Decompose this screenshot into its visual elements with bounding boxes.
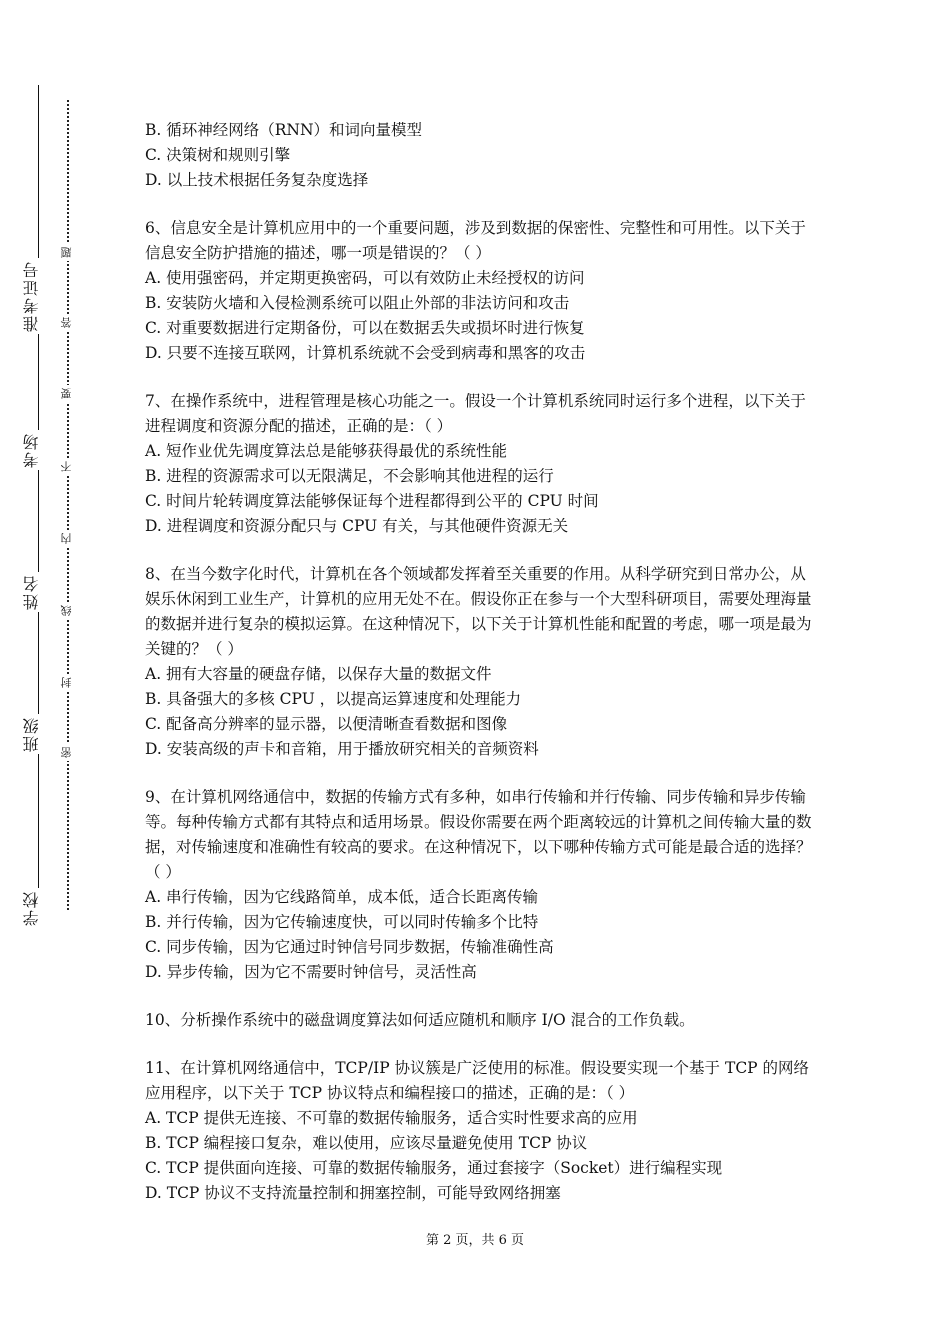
option: C. 同步传输，因为它通过时钟信号同步数据，传输准确性高 <box>145 938 554 956</box>
fill-in-line <box>38 85 39 925</box>
option: B. 具备强大的多核 CPU ，以提高运算速度和处理能力 <box>145 690 522 708</box>
binding-margin <box>0 0 110 1344</box>
seal-char: 内 <box>59 530 75 547</box>
option: C. 时间片轮转调度算法能够保证每个进程都得到公平的 CPU 时间 <box>145 492 599 510</box>
option: A. 使用强密码，并定期更换密码，可以有效防止未经授权的访问 <box>145 269 585 287</box>
seal-char: 要 <box>59 385 75 402</box>
option: C. TCP 提供面向连接、可靠的数据传输服务，通过套接字（Socket）进行编程实现 <box>145 1159 723 1177</box>
option: D. TCP 协议不支持流量控制和拥塞控制，可能导致网络拥塞 <box>145 1184 561 1202</box>
question-stem: 7、在操作系统中，进程管理是核心功能之一。假设一个计算机系统同时运行多个进程，以下关于进程调度和资源分配的描述，正确的是：（ ） <box>145 392 806 435</box>
question-7 <box>145 389 815 539</box>
exam-content <box>145 118 815 1229</box>
question-9 <box>145 785 815 985</box>
option: A. 拥有大容量的硬盘存储，以保存大量的数据文件 <box>145 665 492 683</box>
seal-char: 不 <box>59 458 75 475</box>
option: C. 决策树和规则引擎 <box>145 146 291 164</box>
option: A. 串行传输，因为它线路简单，成本低，适合长距离传输 <box>145 888 539 906</box>
school-label: 学校 <box>20 888 60 928</box>
option: B. TCP 编程接口复杂，难以使用，应该尽量避免使用 TCP 协议 <box>145 1134 588 1152</box>
option: C. 对重要数据进行定期备份，可以在数据丢失或损坏时进行恢复 <box>145 319 585 337</box>
question-stem: 8、在当今数字化时代，计算机在各个领域都发挥着至关重要的作用。从科学研究到日常办公，从娱乐休闲到工业生产，计算机的应用无处不在。假设你正在参与一个大型科研项目，需要处理海量的数据并进行复杂的模拟运算。在这种情况下，以下关于计算机性能和配置的考虑，哪一项是最为关键的？（ ） <box>145 565 812 658</box>
option: B. 进程的资源需求可以无限满足，不会影响其他进程的运行 <box>145 467 554 485</box>
option: D. 安装高级的声卡和音箱，用于播放研究相关的音频资料 <box>145 740 539 758</box>
option: A. 短作业优先调度算法总是能够获得最优的系统性能 <box>145 442 508 460</box>
option: B. 安装防火墙和入侵检测系统可以阻止外部的非法访问和攻击 <box>145 294 570 312</box>
page-number: 第 2 页，共 6 页 <box>425 1233 525 1248</box>
exam-id-label: 准考证号 <box>20 258 60 334</box>
question-11 <box>145 1056 815 1206</box>
seal-char: 答 <box>59 314 75 331</box>
seal-dotted-line <box>67 100 69 910</box>
option: A. TCP 提供无连接、不可靠的数据传输服务，适合实时性要求高的应用 <box>145 1109 638 1127</box>
question-10 <box>145 1008 815 1033</box>
option: C. 配备高分辨率的显示器，以便清晰查看数据和图像 <box>145 715 508 733</box>
class-label: 班级 <box>20 714 60 754</box>
option: D. 异步传输，因为它不需要时钟信号，灵活性高 <box>145 963 477 981</box>
option: B. 循环神经网络（RNN）和词向量模型 <box>145 121 423 139</box>
question-stem: 6、信息安全是计算机应用中的一个重要问题，涉及到数据的保密性、完整性和可用性。以下关于信息安全防护措施的描述，哪一项是错误的？（ ） <box>145 219 806 262</box>
name-label: 姓名 <box>20 572 60 612</box>
question-8 <box>145 562 815 762</box>
option: D. 进程调度和资源分配只与 CPU 有关，与其他硬件资源无关 <box>145 517 569 535</box>
question-6 <box>145 216 815 366</box>
seal-char: 线 <box>59 602 75 619</box>
seal-char: 密 <box>59 744 75 761</box>
option: B. 并行传输，因为它传输速度快，可以同时传输多个比特 <box>145 913 539 931</box>
seal-char: 题 <box>59 244 75 261</box>
option: D. 只要不连接互联网，计算机系统就不会受到病毒和黑客的攻击 <box>145 344 586 362</box>
question-stem: 9、在计算机网络通信中，数据的传输方式有多种，如串行传输和并行传输、同步传输和异步传输等。每种传输方式都有其特点和适用场景。假设你需要在两个距离较远的计算机之间传输大量的数据，对传输速度和准确性有较高的要求。在这种情况下，以下哪种传输方式可能是最合适的选择？（ ） <box>145 788 812 881</box>
seal-char: 封 <box>59 674 75 691</box>
continued-options <box>145 118 815 193</box>
question-stem: 11、在计算机网络通信中，TCP/IP 协议簇是广泛使用的标准。假设要实现一个基于 TCP 的网络应用程序，以下关于 TCP 协议特点和编程接口的描述，正确的是：（ ） <box>145 1059 810 1102</box>
question-stem: 10、分析操作系统中的磁盘调度算法如何适应随机和顺序 I/O 混合的工作负载。 <box>145 1011 695 1029</box>
exam-room-label: 考场 <box>20 430 60 470</box>
option: D. 以上技术根据任务复杂度选择 <box>145 171 369 189</box>
